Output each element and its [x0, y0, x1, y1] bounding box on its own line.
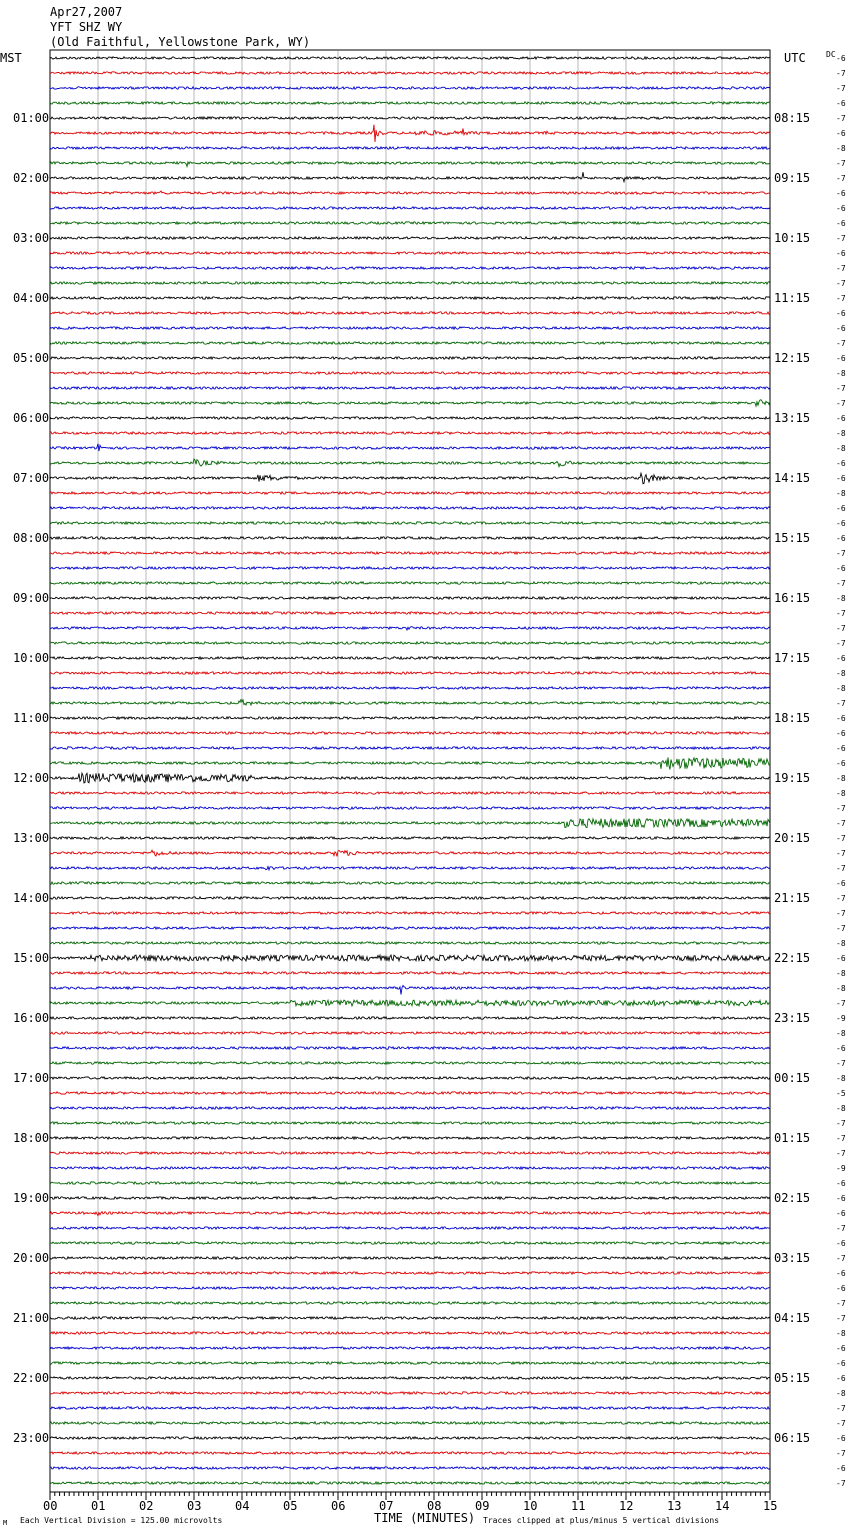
x-tick-label: 12: [619, 1499, 634, 1513]
trace-91: [50, 1422, 770, 1424]
x-tick-label: 06: [331, 1499, 346, 1513]
dc-offset-label: -8: [836, 144, 846, 153]
x-tick-label: 13: [667, 1499, 682, 1513]
trace-65: [50, 1032, 770, 1034]
left-axis-label: MST: [0, 51, 22, 65]
trace-89: [50, 1392, 770, 1394]
left-hour-label: 11:00: [13, 711, 50, 725]
trace-77: [50, 1212, 770, 1216]
trace-80: [50, 1257, 770, 1259]
dc-label: DC: [826, 50, 836, 59]
trace-59: [50, 942, 770, 944]
dc-offset-label: -7: [836, 639, 846, 648]
trace-29: [50, 492, 770, 494]
x-tick-label: 03: [187, 1499, 202, 1513]
trace-24: [50, 417, 770, 419]
right-hour-label: 01:15: [774, 1131, 811, 1145]
dc-offset-label: -7: [836, 999, 846, 1008]
trace-3: [50, 102, 770, 104]
dc-offset-label: -6: [836, 1284, 846, 1293]
trace-62: [50, 986, 770, 995]
dc-offset-label: -6: [836, 654, 846, 663]
trace-90: [50, 1407, 770, 1409]
dc-offset-label: -7: [836, 624, 846, 633]
left-hour-label: 04:00: [13, 291, 50, 305]
trace-57: [50, 912, 770, 914]
dc-offset-label: -6: [836, 744, 846, 753]
trace-64: [50, 1017, 770, 1019]
trace-53: [50, 850, 770, 856]
dc-offset-label: -7: [836, 339, 846, 348]
dc-offset-label: -6: [836, 324, 846, 333]
right-hour-label: 22:15: [774, 951, 811, 965]
trace-18: [50, 327, 770, 329]
trace-22: [50, 387, 770, 389]
dc-offset-label: -6: [836, 1344, 846, 1353]
trace-60: [50, 955, 770, 961]
trace-12: [50, 237, 770, 239]
left-hour-label: 02:00: [13, 171, 50, 185]
trace-19: [50, 342, 770, 344]
x-tick-label: 08: [427, 1499, 442, 1513]
left-hour-label: 21:00: [13, 1311, 50, 1325]
dc-offset-label: -7: [836, 864, 846, 873]
dc-offset-label: -6: [836, 1179, 846, 1188]
x-tick-label: 05: [283, 1499, 298, 1513]
left-hour-label: 01:00: [13, 111, 50, 125]
right-hour-label: 06:15: [774, 1431, 811, 1445]
dc-offset-label: -7: [836, 1149, 846, 1158]
dc-offset-label: -6: [836, 1359, 846, 1368]
right-hour-label: 19:15: [774, 771, 811, 785]
trace-23: [50, 400, 770, 406]
dc-offset-label: -8: [836, 939, 846, 948]
dc-offset-label: -7: [836, 1299, 846, 1308]
trace-5: [50, 125, 770, 142]
dc-offset-label: -8: [836, 1329, 846, 1338]
trace-42: [50, 687, 770, 689]
trace-34: [50, 567, 770, 569]
trace-45: [50, 732, 770, 734]
right-hour-label: 10:15: [774, 231, 811, 245]
x-tick-label: 07: [379, 1499, 394, 1513]
trace-27: [50, 459, 770, 467]
header-date: Apr27,2007: [50, 5, 123, 19]
x-tick-label: 09: [475, 1499, 490, 1513]
dc-offset-label: -7: [836, 1254, 846, 1263]
trace-43: [50, 700, 770, 706]
trace-33: [50, 552, 770, 554]
dc-offset-label: -6: [836, 54, 846, 63]
dc-offset-label: -5: [836, 1089, 846, 1098]
dc-offset-label: -7: [836, 849, 846, 858]
trace-35: [50, 582, 770, 584]
right-hour-label: 16:15: [774, 591, 811, 605]
trace-26: [50, 444, 770, 451]
right-hour-label: 23:15: [774, 1011, 811, 1025]
left-hour-label: 12:00: [13, 771, 50, 785]
right-hour-label: 05:15: [774, 1371, 811, 1385]
trace-56: [50, 897, 770, 899]
trace-94: [50, 1467, 770, 1469]
dc-offset-label: -6: [836, 219, 846, 228]
left-hour-label: 05:00: [13, 351, 50, 365]
dc-offset-label: -6: [836, 879, 846, 888]
right-hour-label: 17:15: [774, 651, 811, 665]
trace-79: [50, 1242, 770, 1244]
trace-10: [50, 207, 770, 209]
trace-58: [50, 927, 770, 929]
dc-offset-label: -7: [836, 69, 846, 78]
right-hour-label: 03:15: [774, 1251, 811, 1265]
trace-86: [50, 1347, 770, 1349]
x-tick-label: 15: [763, 1499, 778, 1513]
trace-2: [50, 87, 770, 89]
trace-6: [50, 147, 770, 149]
trace-66: [50, 1047, 770, 1050]
dc-offset-label: -8: [836, 669, 846, 678]
dc-offset-label: -6: [836, 414, 846, 423]
dc-offset-label: -7: [836, 924, 846, 933]
trace-21: [50, 372, 770, 374]
trace-63: [50, 1000, 770, 1006]
trace-78: [50, 1227, 770, 1229]
trace-14: [50, 267, 770, 269]
trace-37: [50, 612, 770, 614]
dc-offset-label: -6: [836, 354, 846, 363]
trace-51: [50, 819, 770, 828]
trace-69: [50, 1092, 770, 1094]
right-axis-label: UTC: [784, 51, 806, 65]
trace-4: [50, 117, 770, 119]
left-hour-label: 09:00: [13, 591, 50, 605]
left-hour-label: 13:00: [13, 831, 50, 845]
right-hour-label: 11:15: [774, 291, 811, 305]
trace-16: [50, 297, 770, 299]
header-station: YFT SHZ WY: [50, 20, 123, 34]
right-hour-label: 08:15: [774, 111, 811, 125]
dc-offset-label: -7: [836, 699, 846, 708]
trace-46: [50, 747, 770, 749]
left-hour-label: 20:00: [13, 1251, 50, 1265]
dc-offset-label: -8: [836, 1074, 846, 1083]
trace-87: [50, 1362, 770, 1364]
trace-7: [50, 162, 770, 167]
dc-offset-label: -8: [836, 969, 846, 978]
dc-offset-label: -6: [836, 1194, 846, 1203]
dc-offset-label: -7: [836, 384, 846, 393]
dc-offset-label: -7: [836, 84, 846, 93]
dc-offset-label: -7: [836, 399, 846, 408]
dc-offset-label: -6: [836, 1374, 846, 1383]
left-hour-label: 22:00: [13, 1371, 50, 1385]
trace-1: [50, 72, 770, 74]
dc-offset-label: -6: [836, 204, 846, 213]
trace-95: [50, 1482, 770, 1484]
dc-offset-label: -8: [836, 1389, 846, 1398]
trace-44: [50, 717, 770, 719]
left-hour-label: 18:00: [13, 1131, 50, 1145]
trace-76: [50, 1197, 770, 1199]
header-location: (Old Faithful, Yellowstone Park, WY): [50, 35, 311, 49]
right-hour-label: 15:15: [774, 531, 811, 545]
trace-15: [50, 282, 770, 284]
dc-offset-label: -7: [836, 894, 846, 903]
left-hour-label: 14:00: [13, 891, 50, 905]
trace-41: [50, 672, 770, 674]
dc-offset-label: -6: [836, 519, 846, 528]
dc-offset-label: -7: [836, 549, 846, 558]
left-hour-label: 16:00: [13, 1011, 50, 1025]
dc-offset-label: -7: [836, 234, 846, 243]
dc-offset-label: -7: [836, 1479, 846, 1488]
trace-8: [50, 172, 770, 181]
dc-offset-label: -8: [836, 489, 846, 498]
left-hour-label: 08:00: [13, 531, 50, 545]
dc-offset-label: -6: [836, 1464, 846, 1473]
trace-31: [50, 522, 770, 524]
x-tick-label: 00: [43, 1499, 58, 1513]
x-axis: [50, 1492, 770, 1500]
dc-offset-label: -8: [836, 1029, 846, 1038]
dc-offset-label: -6: [836, 459, 846, 468]
dc-offset-label: -7: [836, 1314, 846, 1323]
trace-84: [50, 1317, 770, 1319]
trace-28: [50, 473, 770, 484]
left-hour-label: 17:00: [13, 1071, 50, 1085]
dc-offset-label: -6: [836, 1044, 846, 1053]
dc-offset-label: -8: [836, 1104, 846, 1113]
dc-offset-label: -6: [836, 729, 846, 738]
dc-offset-label: -7: [836, 264, 846, 273]
right-hour-label: 13:15: [774, 411, 811, 425]
dc-offset-label: -8: [836, 429, 846, 438]
trace-52: [50, 837, 770, 839]
dc-offset-label: -6: [836, 954, 846, 963]
trace-30: [50, 507, 770, 510]
trace-73: [50, 1152, 770, 1154]
trace-20: [50, 357, 770, 359]
dc-offset-label: -6: [836, 1269, 846, 1278]
dc-offset-label: -6: [836, 1209, 846, 1218]
trace-25: [50, 432, 770, 434]
dc-offset-label: -6: [836, 564, 846, 573]
dc-offset-label: -8: [836, 684, 846, 693]
x-tick-label: 04: [235, 1499, 250, 1513]
clip-note: Traces clipped at plus/minus 5 vertical divisions: [483, 1516, 720, 1525]
dc-offset-label: -8: [836, 594, 846, 603]
trace-68: [50, 1077, 770, 1079]
dc-offset-label: -6: [836, 249, 846, 258]
dc-offset-label: -7: [836, 114, 846, 123]
left-hour-label: 19:00: [13, 1191, 50, 1205]
trace-82: [50, 1287, 770, 1289]
trace-group: [50, 57, 770, 1484]
trace-72: [50, 1137, 770, 1139]
dc-offset-label: -7: [836, 294, 846, 303]
dc-offset-label: -7: [836, 1404, 846, 1413]
dc-offset-label: -7: [836, 579, 846, 588]
dc-offset-label: -7: [836, 1419, 846, 1428]
dc-offset-label: -7: [836, 159, 846, 168]
trace-0: [50, 57, 770, 59]
trace-81: [50, 1272, 770, 1274]
x-tick-label: 10: [523, 1499, 538, 1513]
dc-offset-label: -6: [836, 309, 846, 318]
left-hour-label: 06:00: [13, 411, 50, 425]
dc-offset-label: -7: [836, 1059, 846, 1068]
trace-54: [50, 867, 770, 870]
x-axis-label: TIME (MINUTES): [374, 1511, 476, 1525]
dc-offset-label: -6: [836, 129, 846, 138]
right-hour-label: 12:15: [774, 351, 811, 365]
dc-offset-label: -6: [836, 99, 846, 108]
trace-70: [50, 1107, 770, 1109]
trace-17: [50, 312, 770, 314]
dc-offset-label: -8: [836, 789, 846, 798]
trace-32: [50, 537, 770, 539]
trace-9: [50, 191, 770, 194]
dc-offset-label: -6: [836, 714, 846, 723]
dc-offset-label: -8: [836, 774, 846, 783]
right-hour-label: 09:15: [774, 171, 811, 185]
dc-offset-label: -7: [836, 1449, 846, 1458]
trace-88: [50, 1377, 770, 1379]
trace-71: [50, 1122, 770, 1124]
x-tick-label: 11: [571, 1499, 586, 1513]
left-hour-label: 10:00: [13, 651, 50, 665]
minute-grid: [50, 50, 770, 1492]
footer-left-mark: M: [3, 1519, 8, 1527]
dc-offset-label: -8: [836, 444, 846, 453]
left-hour-label: 03:00: [13, 231, 50, 245]
dc-offset-label: -7: [836, 804, 846, 813]
dc-offset-label: -7: [836, 174, 846, 183]
trace-47: [50, 757, 770, 769]
right-hour-label: 21:15: [774, 891, 811, 905]
right-hour-label: 02:15: [774, 1191, 811, 1205]
x-tick-label: 01: [91, 1499, 106, 1513]
trace-50: [50, 807, 770, 809]
dc-offset-label: -6: [836, 1434, 846, 1443]
right-hour-label: 14:15: [774, 471, 811, 485]
right-hour-label: 00:15: [774, 1071, 811, 1085]
dc-offset-label: -7: [836, 1224, 846, 1233]
dc-offset-label: -6: [836, 534, 846, 543]
trace-75: [50, 1182, 770, 1184]
trace-49: [50, 792, 770, 794]
dc-offset-label: -7: [836, 819, 846, 828]
right-hour-label: 04:15: [774, 1311, 811, 1325]
right-hour-label: 18:15: [774, 711, 811, 725]
dc-offset-label: -7: [836, 834, 846, 843]
dc-offset-label: -6: [836, 759, 846, 768]
dc-offset-label: -7: [836, 909, 846, 918]
trace-83: [50, 1302, 770, 1304]
trace-39: [50, 642, 770, 644]
trace-61: [50, 972, 770, 974]
trace-92: [50, 1437, 770, 1439]
trace-67: [50, 1062, 770, 1064]
dc-offset-label: -7: [836, 609, 846, 618]
plot-frame: [50, 50, 770, 1492]
x-tick-label: 14: [715, 1499, 730, 1513]
trace-40: [50, 657, 770, 659]
trace-13: [50, 252, 770, 254]
trace-85: [50, 1332, 770, 1334]
trace-38: [50, 627, 770, 630]
trace-48: [50, 773, 770, 783]
right-hour-label: 20:15: [774, 831, 811, 845]
dc-offset-label: -8: [836, 369, 846, 378]
dc-offset-label: -6: [836, 474, 846, 483]
left-hour-label: 07:00: [13, 471, 50, 485]
trace-36: [50, 597, 770, 599]
dc-offset-label: -7: [836, 279, 846, 288]
trace-93: [50, 1452, 770, 1454]
trace-55: [50, 882, 770, 884]
dc-offset-label: -6: [836, 504, 846, 513]
dc-offset-label: -7: [836, 1119, 846, 1128]
dc-offset-label: -9: [836, 1014, 846, 1023]
scale-note: Each Vertical Division = 125.00 microvolts: [20, 1516, 223, 1525]
dc-offset-label: -6: [836, 1239, 846, 1248]
dc-offset-label: -9: [836, 1164, 846, 1173]
dc-offset-label: -6: [836, 189, 846, 198]
left-hour-label: 15:00: [13, 951, 50, 965]
trace-74: [50, 1167, 770, 1169]
dc-offset-label: -7: [836, 1134, 846, 1143]
trace-11: [50, 222, 770, 224]
left-hour-label: 23:00: [13, 1431, 50, 1445]
dc-offset-label: -8: [836, 984, 846, 993]
x-tick-label: 02: [139, 1499, 154, 1513]
